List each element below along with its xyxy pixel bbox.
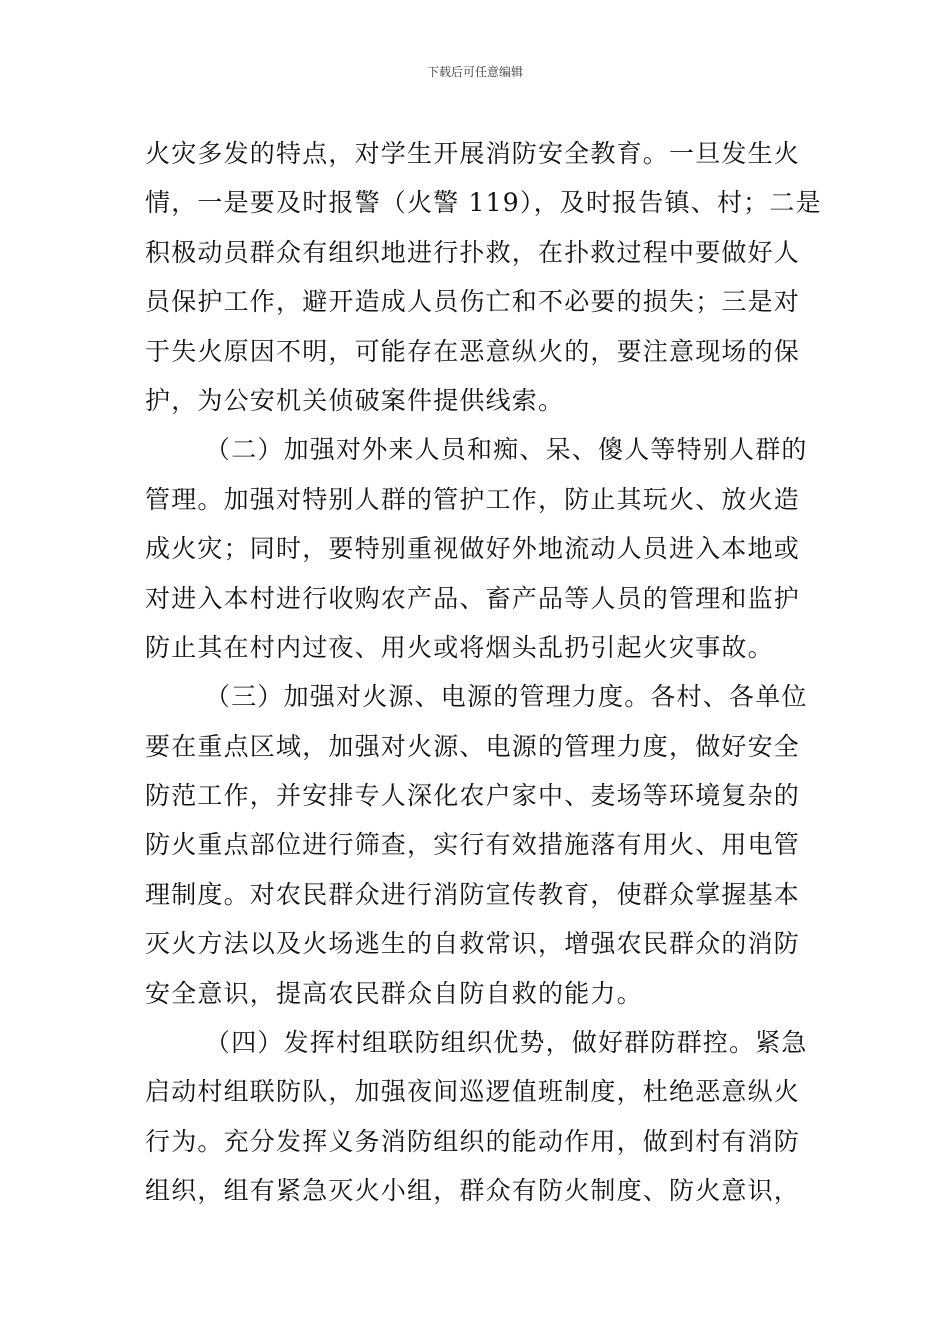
document-body: [145, 129, 822, 1216]
text-line: 对进入本村进行收购农产品、畜产品等人员的管理和监护: [145, 583, 801, 613]
text-line: 防火重点部位进行筛查，实行有效措施落有用火、用电管: [145, 830, 801, 860]
text-line: 要在重点区域，加强对火源、电源的管理力度，做好安全: [145, 731, 801, 761]
section-three-heading-line: （三）加强对火源、电源的管理力度。各村、各单位: [205, 682, 808, 712]
text-line: 安全意识，提高农民群众自防自救的能力。: [145, 978, 643, 1008]
text-line: 成火灾；同时，要特别重视做好外地流动人员进入本地或: [145, 534, 801, 564]
section-four-heading-line: （四）发挥村组联防组织优势，做好群防群控。紧急: [205, 1028, 808, 1058]
text-line: 防范工作，并安排专人深化农户家中、麦场等环境复杂的: [145, 781, 801, 811]
text-line: 火灾多发的特点，对学生开展消防安全教育。一旦发生火: [145, 139, 801, 168]
text-line: 防止其在村内过夜、用火或将烟头乱扔引起火灾事故。: [145, 632, 774, 662]
text-line: 情，一是要及时报警（火警 119），及时报告镇、村；二是: [145, 188, 822, 218]
text-line: 行为。充分发挥义务消防组织的能动作用，做到村有消防: [145, 1126, 801, 1156]
text-line: 于失火原因不明，可能存在恶意纵火的，要注意现场的保: [145, 336, 801, 366]
page-header: 下载后可任意编辑: [426, 65, 523, 79]
text-line: 护，为公安机关侦破案件提供线索。: [145, 385, 565, 415]
text-line: 灭火方法以及火场逃生的自救常识，增强农民群众的消防: [145, 929, 801, 959]
text-line: 理制度。对农民群众进行消防宣传教育，使群众掌握基本: [145, 879, 801, 909]
text-line: 启动村组联防队，加强夜间巡逻值班制度，杜绝恶意纵火: [145, 1077, 801, 1107]
text-line: 积极动员群众有组织地进行扑救，在扑救过程中要做好人: [145, 237, 801, 267]
text-line: 组织，组有紧急灭火小组，群众有防火制度、防火意识，: [145, 1176, 801, 1206]
text-line: 员保护工作，避开造成人员伤亡和不必要的损失；三是对: [145, 287, 801, 317]
section-two-heading-line: （二）加强对外来人员和痴、呆、傻人等特别人群的: [205, 435, 808, 465]
text-line: 管理。加强对特别人群的管护工作，防止其玩火、放火造: [145, 484, 801, 514]
